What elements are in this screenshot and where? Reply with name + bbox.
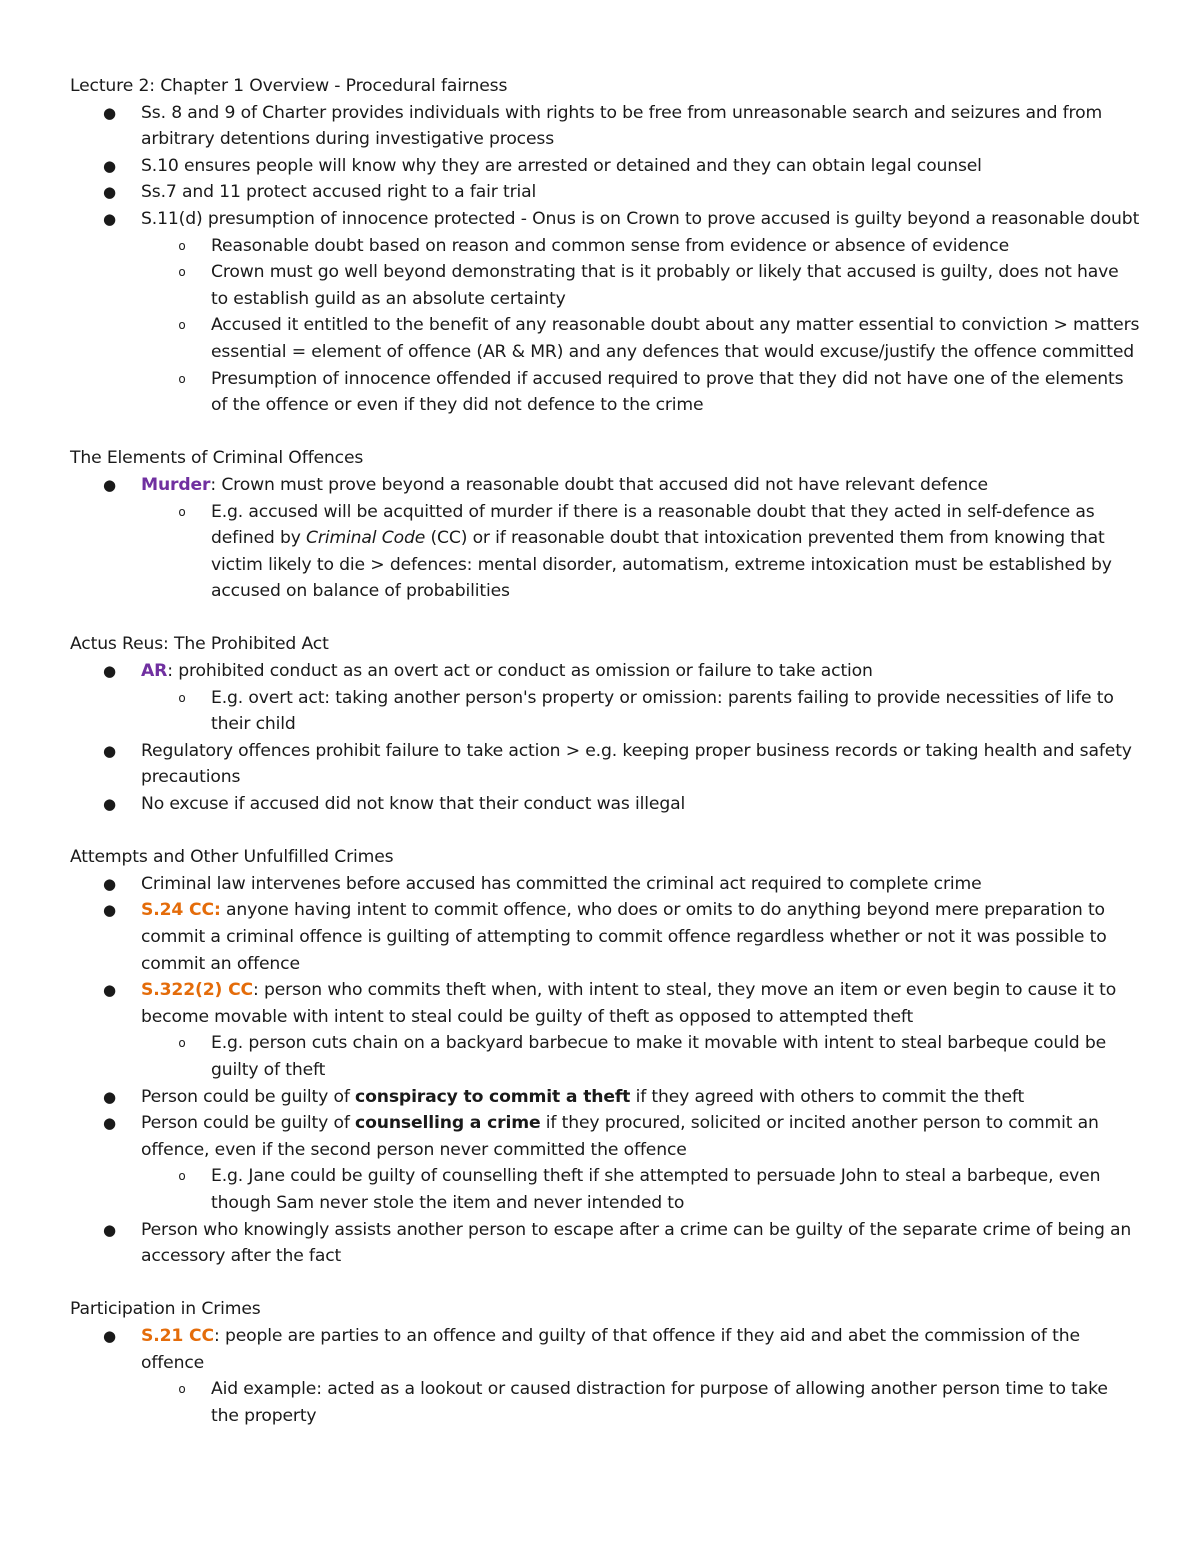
section-heading: Attempts and Other Unfulfilled Crimes xyxy=(70,847,394,868)
item-text: prohibited conduct as an overt act or conduct as omission or failure to take action xyxy=(172,661,873,682)
item-text: Person who knowingly assists another person to escape after a crime can be guilty of the separate crime of being an accessory after the fact xyxy=(141,1219,1132,1267)
sub-list-item xyxy=(70,233,1140,260)
bold-term: counselling a crime xyxy=(355,1113,541,1134)
item-text: E.g. accused will be acquitted of murder if there is a reasonable doubt that they acted in self-defence as defined by xyxy=(211,501,1095,549)
list-item xyxy=(70,897,1140,977)
bullet-list xyxy=(70,100,1140,419)
item-text: people are parties to an offence and guilty of that offence if they aid and abet the commission of the offence xyxy=(141,1325,1080,1373)
list-item xyxy=(70,977,1140,1030)
bullet-icon: ● xyxy=(103,1114,116,1133)
bullet-icon: ● xyxy=(103,1087,116,1106)
circle-bullet-icon: o xyxy=(178,1382,186,1397)
list-item xyxy=(70,791,1140,818)
sub-list-item xyxy=(70,1030,1140,1083)
term-colon: : xyxy=(214,1325,220,1346)
item-text: Crown must go well beyond demonstrating that is it probably or likely that accused is guilty, does not have to establish guild as an absolute certainty xyxy=(211,262,1119,309)
term-colon: : xyxy=(167,661,173,682)
list-item xyxy=(70,1217,1140,1270)
italic-term: Criminal Code xyxy=(306,528,426,549)
item-text: Person could be guilty of xyxy=(141,1086,356,1107)
bullet-icon: ● xyxy=(103,103,116,122)
term-colon: : xyxy=(210,474,217,495)
list-item xyxy=(70,100,1140,153)
circle-bullet-icon: o xyxy=(178,238,186,253)
list-item xyxy=(70,738,1140,791)
item-text: E.g. overt act: taking another person's property or omission: parents failing to provide necessities of life to their child xyxy=(211,687,1114,735)
term-highlight: AR xyxy=(141,661,168,682)
sub-list-item xyxy=(70,1376,1140,1429)
list-item xyxy=(70,658,1140,685)
item-text: E.g. Jane could be guilty of counselling theft if she attempted to persuade John to steal a barbeque, even though Sam never stole the item and never intended to xyxy=(211,1166,1101,1213)
sub-list-item xyxy=(70,499,1140,605)
item-text: Reasonable doubt based on reason and common sense from evidence or absence of evidence xyxy=(211,235,1010,256)
bullet-icon: ● xyxy=(103,475,116,494)
term-highlight: Murder xyxy=(141,474,211,495)
bullet-icon: ● xyxy=(103,874,116,893)
circle-bullet-icon: o xyxy=(178,504,186,519)
bullet-icon: ● xyxy=(103,901,116,920)
bullet-icon: ● xyxy=(103,1326,116,1345)
bullet-list xyxy=(70,658,1140,818)
bullet-icon: ● xyxy=(103,662,116,681)
bullet-icon: ● xyxy=(103,981,116,1000)
item-text: Accused it entitled to the benefit of any reasonable doubt about any matter essential to conviction > matters essential = element of offence (AR & MR) and any defences that would excuse/justify the offence committed xyxy=(211,315,1140,362)
item-text: E.g. person cuts chain on a backyard barbecue to make it movable with intent to steal barbeque could be guilty of theft xyxy=(211,1033,1107,1080)
item-text-continued: (CC) or if reasonable doubt that intoxication prevented them from knowing that victim likely to die > defences: mental disorder, automatism, extreme intoxication must be established by accused on balance of probabilities xyxy=(211,528,1112,602)
item-text: S.10 ensures people will know why they are arrested or detained and they can obtain legal counsel xyxy=(141,155,982,176)
section-participation-in-crimes xyxy=(70,1296,1140,1429)
bullet-icon: ● xyxy=(103,209,116,228)
sub-list-item xyxy=(70,366,1140,419)
list-item xyxy=(70,1323,1140,1376)
section-actus-reus xyxy=(70,631,1140,817)
bullet-icon: ● xyxy=(103,156,116,175)
section-reference: S.322(2) CC xyxy=(141,980,254,1001)
bullet-list xyxy=(70,472,1140,605)
list-item xyxy=(70,153,1140,180)
item-text: Ss.7 and 11 protect accused right to a fair trial xyxy=(141,182,537,203)
item-text: anyone having intent to commit offence, who does or omits to do anything beyond mere preparation to commit a criminal offence is guilting of attempting to commit offence regardless whether or not it was possible to commit an offence xyxy=(141,900,1107,974)
section-reference: S.21 CC xyxy=(141,1325,214,1346)
item-text: Criminal law intervenes before accused has committed the criminal act required to complete crime xyxy=(141,873,982,894)
circle-bullet-icon: o xyxy=(178,1036,186,1051)
list-item xyxy=(70,871,1140,898)
sub-list-item xyxy=(70,312,1140,365)
item-text: Ss. 8 and 9 of Charter provides individuals with rights to be free from unreasonable search and seizures and from arbitrary detentions during investigative process xyxy=(141,102,1103,150)
sub-list-item xyxy=(70,1163,1140,1216)
list-item xyxy=(70,206,1140,233)
bullet-icon: ● xyxy=(103,795,116,814)
item-text: person who commits theft when, with intent to steal, they move an item or even begin to cause it to become movable with intent to steal could be guilty of theft as opposed to attempted theft xyxy=(141,980,1117,1027)
list-item xyxy=(70,1110,1140,1163)
section-heading: Actus Reus: The Prohibited Act xyxy=(70,634,329,655)
term-colon: : xyxy=(253,980,259,1001)
section-procedural-fairness xyxy=(70,73,1140,419)
item-text: Person could be guilty of xyxy=(141,1113,356,1134)
circle-bullet-icon: o xyxy=(178,1169,186,1184)
list-item xyxy=(70,1084,1140,1111)
item-text-continued: if they procured, solicited or incited another person to commit an offence, even if the second person never committed the offence xyxy=(141,1113,1099,1160)
section-attempts-unfulfilled-crimes xyxy=(70,844,1140,1270)
circle-bullet-icon: o xyxy=(178,265,186,280)
item-text: Presumption of innocence offended if accused required to prove that they did not have one of the elements of the offence or even if they did not defence to the crime xyxy=(211,368,1124,416)
sub-list-item xyxy=(70,259,1140,312)
item-text: Crown must prove beyond a reasonable doubt that accused did not have relevant defence xyxy=(216,474,988,495)
item-text: S.11(d) presumption of innocence protected - Onus is on Crown to prove accused is guilty beyond a reasonable doubt xyxy=(141,208,1140,229)
bullet-icon: ● xyxy=(103,183,116,202)
bullet-icon: ● xyxy=(103,1220,116,1239)
bullet-list xyxy=(70,871,1140,1270)
circle-bullet-icon: o xyxy=(178,690,186,705)
item-text: Regulatory offences prohibit failure to take action > e.g. keeping proper business records or taking health and safety precautions xyxy=(141,740,1132,788)
list-item xyxy=(70,472,1140,499)
circle-bullet-icon: o xyxy=(178,318,186,333)
section-heading: Lecture 2: Chapter 1 Overview - Procedural fairness xyxy=(70,76,508,96)
list-item xyxy=(70,179,1140,206)
circle-bullet-icon: o xyxy=(178,371,186,386)
bullet-icon: ● xyxy=(103,741,116,760)
item-text: No excuse if accused did not know that their conduct was illegal xyxy=(141,794,686,815)
section-heading: Participation in Crimes xyxy=(70,1299,261,1320)
section-elements-of-criminal-offences xyxy=(70,445,1140,605)
bold-term: conspiracy to commit a theft xyxy=(355,1086,631,1107)
item-text-continued: if they agreed with others to commit the theft xyxy=(630,1086,1025,1107)
bullet-list xyxy=(70,1323,1140,1429)
item-text: Aid example: acted as a lookout or caused distraction for purpose of allowing another person time to take the property xyxy=(211,1379,1108,1426)
section-reference: S.24 CC: xyxy=(141,900,221,921)
section-heading: The Elements of Criminal Offences xyxy=(70,448,364,469)
sub-list-item xyxy=(70,685,1140,738)
